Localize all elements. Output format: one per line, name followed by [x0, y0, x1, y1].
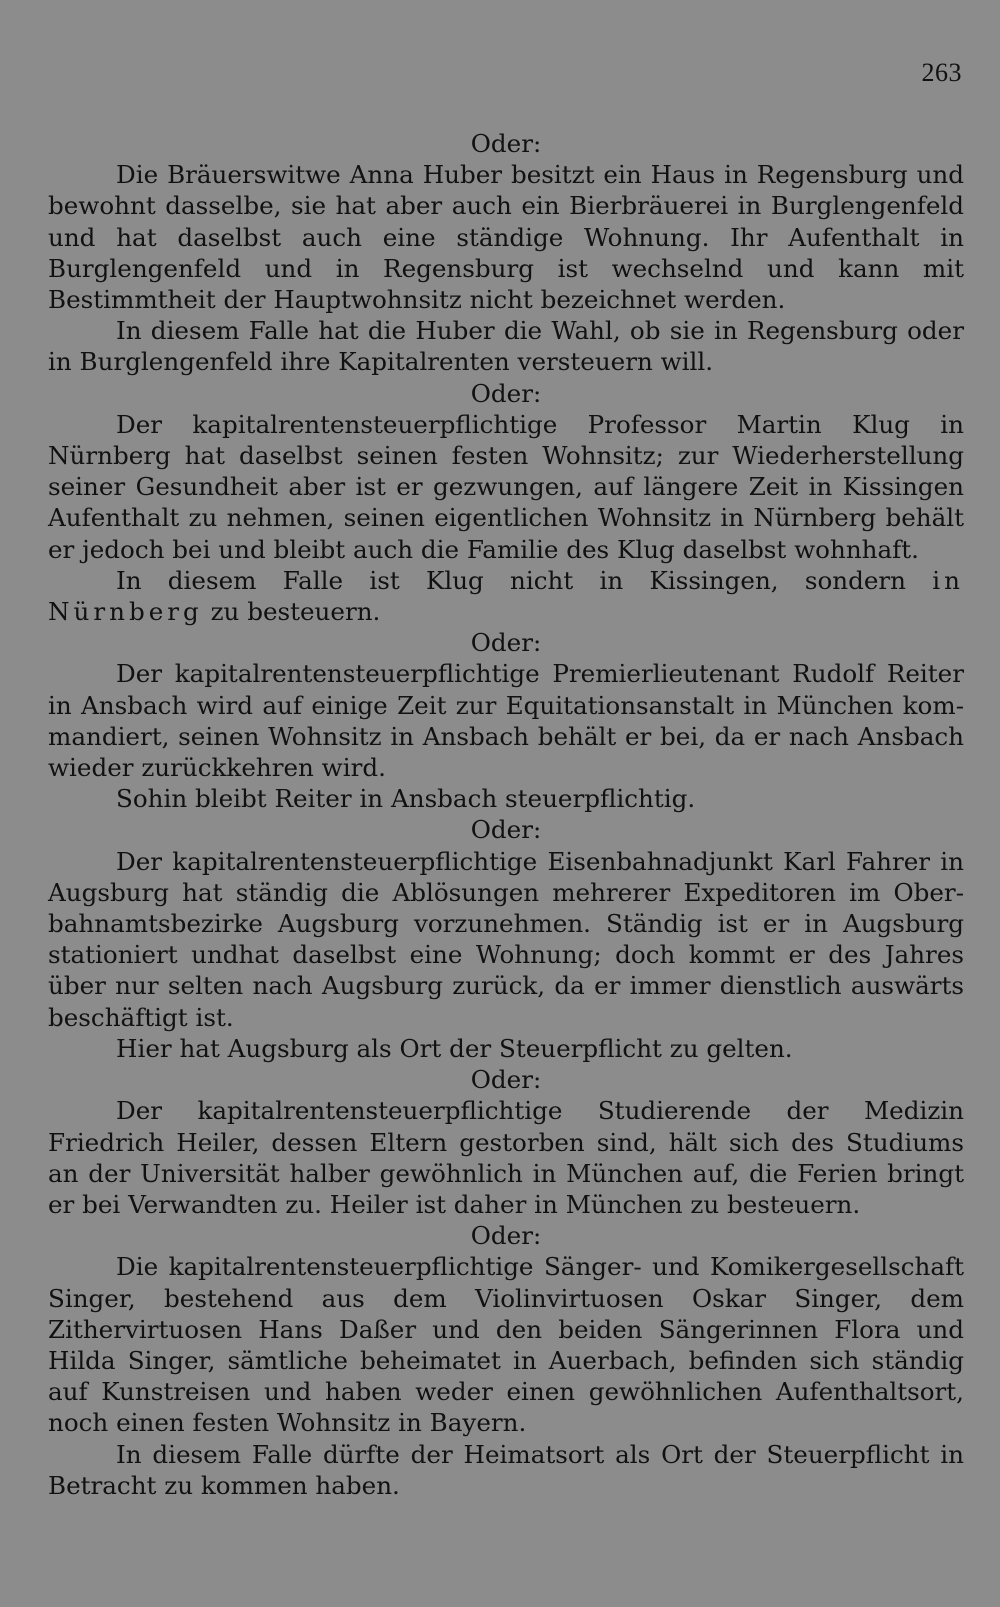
separator-oder: Oder: [470, 129, 542, 158]
paragraph: In diesem Falle dürfte der Heimatsort als Ort der Steuerpflicht in Betracht zu kommen haben. [48, 1439, 964, 1500]
body-text [48, 128, 964, 1501]
separator-oder: Oder: [470, 1221, 542, 1251]
paragraph: Hier hat Augsburg als Ort der Steuerpflicht zu gelten. [116, 1033, 793, 1063]
paragraph: Sohin bleibt Reiter in Ansbach steuerpflichtig. [116, 784, 696, 814]
emphasized-text: in Nürnberg [48, 565, 964, 627]
separator-oder: Oder: [470, 628, 542, 658]
paragraph-text-end: zu besteuern. [202, 597, 381, 627]
paragraph: Der kapitalrentensteuerpflichtige Eisenbahnadjunkt Karl Fahrer in Augsburg hat ständig die Ablösungen mehrerer Expeditoren im Oberbahnamtsbezirke Augsburg vorzunehmen. Ständig ist er in Augsburg stationiert undhat daselbst eine Wohnung; doch kommt er des Jahres über nur selten nach Augsburg zurück, da er immer dienstlich auswärts beschäftigt ist. [48, 846, 964, 1032]
separator-oder: Oder: [470, 1065, 542, 1095]
paragraph: Der kapitalrentensteuerpflichtige Premierlieutenant Rudolf Reiter in Ansbach wird auf einige Zeit zur Equitationsanstalt in München kommandiert, seinen Wohnsitz in Ansbach behält er bei, da er nach Ansbach wieder zurückkehren wird. [48, 659, 964, 783]
paragraph-text: In diesem Falle ist Klug nicht in Kissingen, sondern [116, 565, 907, 595]
separator-oder: Oder: [470, 378, 542, 408]
paragraph: In diesem Falle hat die Huber die Wahl, ob sie in Regensburg oder in Burglengenfeld ihre Kapitalrenten versteuern will. [48, 316, 964, 377]
paragraph: Die kapitalrentensteuerpflichtige Sänger- und Komikergesellschaft Singer, bestehend aus dem Violinvirtuosen Oskar Singer, dem Zithervirtuosen Hans Daßer und den beiden Sängerinnen Flora und Hilda Singer, sämtliche beheimatet in Auerbach, befinden sich ständig auf Kunstreisen und haben weder einen gewöhnlichen Aufenthaltsort, noch einen festen Wohnsitz in Bayern. [48, 1252, 964, 1438]
paragraph: Der kapitalrentensteuerpflichtige Studierende der Medizin Friedrich Heiler, dessen Eltern gestorben sind, hält sich des Studiums an der Universität halber gewöhnlich in München auf, die Ferien bringt er bei Verwandten zu. Heiler ist daher in München zu besteuern. [48, 1096, 964, 1219]
page-number: 263 [921, 58, 962, 87]
paragraph: Die Bräuerswitwe Anna Huber besitzt ein Haus in Regensburg und bewohnt dasselbe, sie hat aber auch ein Bierbräuerei in Burglengenfeld und hat daselbst auch eine ständige Wohnung. Ihr Aufenthalt in Burglengenfeld und in Regensburg ist wechselnd und kann mit Bestimmtheit der Hauptwohnsitz nicht bezeichnet werden. [48, 160, 964, 315]
paragraph [48, 565, 964, 627]
paragraph: Der kapitalrentensteuerpflichtige Professor Martin Klug in Nürnberg hat daselbst seinen festen Wohnsitz; zur Wiederherstellung seiner Gesundheit aber ist er gezwungen, auf längere Zeit in Kissingen Aufenthalt zu nehmen, seinen eigentlichen Wohnsitz in Nürnberg behält er jedoch bei und bleibt auch die Familie des Klug daselbst wohnhaft. [48, 409, 964, 564]
separator-oder: Oder: [470, 815, 542, 845]
